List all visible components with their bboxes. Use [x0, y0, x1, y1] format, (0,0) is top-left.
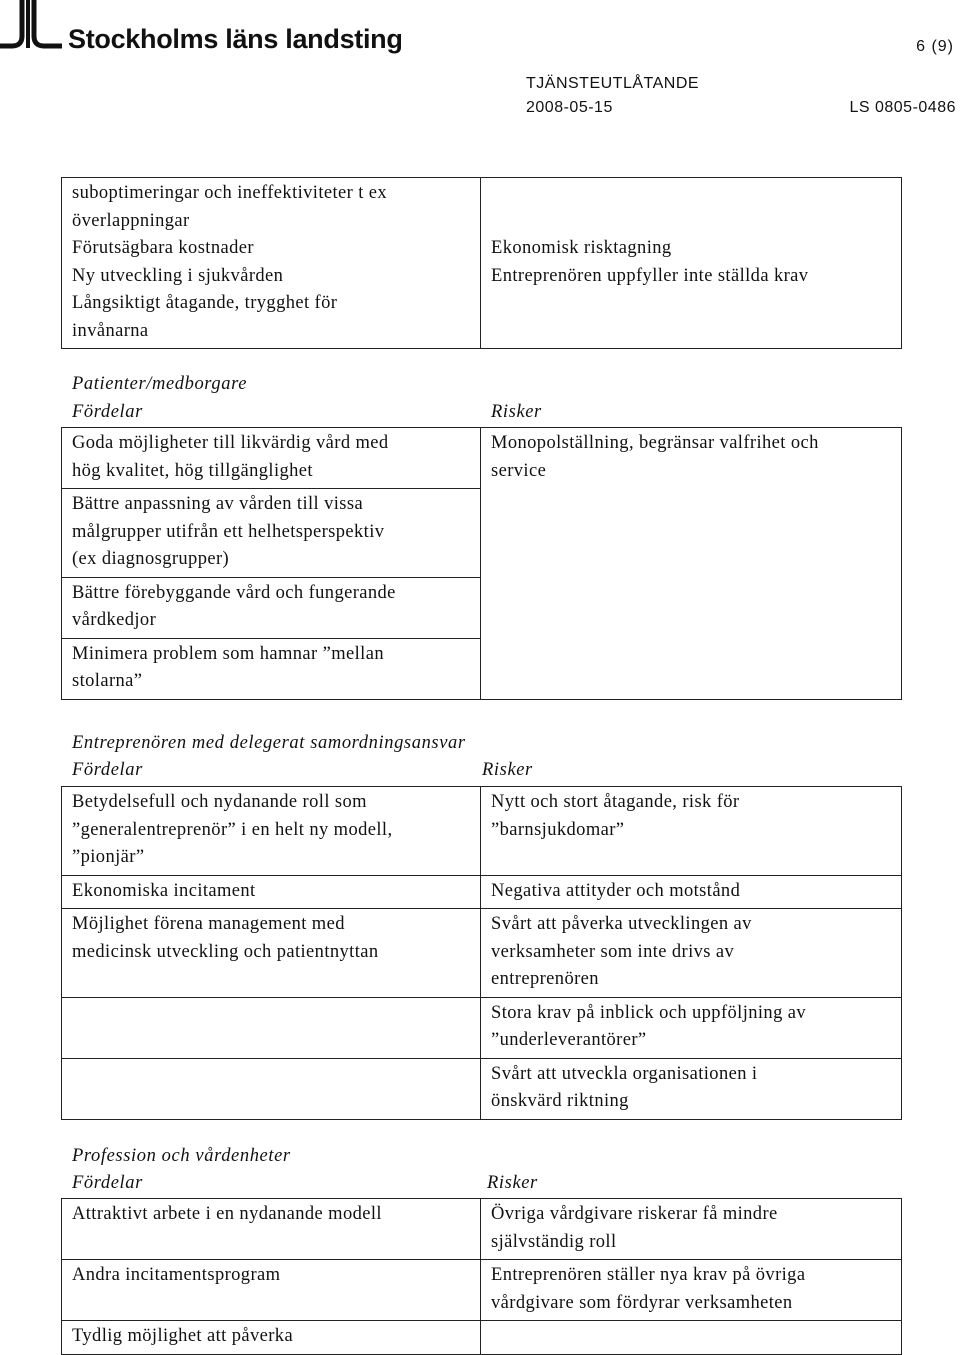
risks-cell	[481, 997, 902, 1058]
advantages-cell	[62, 428, 481, 489]
cell-line: Tydlig möjlighet att påverka	[72, 1326, 294, 1346]
advantages-cell	[62, 909, 481, 998]
risks-cell	[481, 178, 902, 349]
advantages-cell	[62, 787, 481, 876]
table-row	[62, 909, 902, 998]
advantages-cell	[62, 577, 481, 638]
cell-line: överlappningar	[72, 210, 190, 231]
table-row	[62, 1321, 902, 1355]
cell-line: självständig roll	[491, 1231, 617, 1252]
section-title-profession: Profession och vårdenheter	[72, 1146, 291, 1166]
cell-line: Stora krav på inblick och uppföljning av	[491, 1002, 807, 1023]
advantages-cell	[62, 997, 481, 1058]
cell-line: Möjlighet förena management med	[72, 914, 345, 934]
risks-cell	[481, 787, 902, 876]
org-name: Stockholms läns landsting	[68, 24, 403, 54]
cell-line: stolarna”	[72, 671, 143, 691]
risks-cell	[481, 875, 902, 909]
cell-line: Betydelsefull och nydanande roll som	[72, 792, 367, 812]
table-row	[62, 787, 902, 876]
page-number: 6 (9)	[916, 38, 954, 55]
section-title-patienter: Patienter/medborgare	[72, 374, 248, 394]
cell-line: invånarna	[72, 320, 149, 341]
cell-line: önskvärd riktning	[491, 1091, 629, 1111]
cell-line: medicinsk utveckling och patientnyttan	[72, 941, 379, 962]
column-header-fordelar: Fördelar	[72, 760, 143, 780]
cell-line: entreprenören	[491, 969, 599, 989]
cell-line: Goda möjligheter till likvärdig vård med	[72, 433, 389, 453]
cell-line: Negativa attityder och motstånd	[491, 880, 741, 901]
advantages-cell	[62, 1260, 481, 1321]
cell-line: Ny utveckling i sjukvården	[72, 265, 284, 286]
cell-line: hög kvalitet, hög tillgänglighet	[72, 460, 313, 481]
column-header-fordelar: Fördelar	[72, 1173, 143, 1193]
risks-cell	[481, 428, 902, 700]
cell-line: vårdgivare som fördyrar verksamheten	[491, 1292, 793, 1313]
cell-line: ”generalentreprenör” i en helt ny modell,	[72, 819, 393, 840]
cell-line: ”barnsjukdomar”	[491, 819, 625, 840]
cell-line: Andra incitamentsprogram	[72, 1265, 281, 1285]
column-header-risker: Risker	[487, 1173, 538, 1193]
cell-line: vårdkedjor	[72, 610, 157, 630]
column-header-risker: Risker	[482, 760, 533, 780]
org-logo	[0, 0, 440, 60]
risks-cell	[481, 1199, 902, 1260]
advantages-cell	[62, 1058, 481, 1119]
advantages-cell	[62, 1199, 481, 1260]
risks-cell	[481, 1058, 902, 1119]
advantages-cell	[62, 489, 481, 578]
cell-line: Förutsägbara kostnader	[72, 238, 254, 258]
table-row	[62, 1058, 902, 1119]
table-row	[62, 1199, 902, 1260]
cell-line: Svårt att utveckla organisationen i	[491, 1063, 758, 1084]
cell-line: Monopolställning, begränsar valfrihet och	[491, 433, 819, 453]
table-row	[62, 875, 902, 909]
table-row	[62, 997, 902, 1058]
risks-cell	[481, 1260, 902, 1321]
cell-line: Ekonomiska incitament	[72, 880, 256, 901]
patienter-table	[61, 427, 902, 700]
advantages-cell	[62, 178, 481, 349]
document-reference: LS 0805-0486	[849, 99, 956, 116]
entreprenoren-table	[61, 786, 902, 1120]
cell-line: Svårt att påverka utvecklingen av	[491, 914, 752, 934]
document-type: TJÄNSTEUTLÅTANDE	[526, 75, 700, 92]
cell-line: verksamheter som inte drivs av	[491, 941, 735, 962]
cell-line: Minimera problem som hamnar ”mellan	[72, 643, 384, 664]
cell-line: Nytt och stort åtagande, risk för	[491, 792, 740, 812]
risks-cell	[481, 909, 902, 998]
cell-line: service	[491, 460, 547, 481]
cell-line: suboptimeringar och ineffektiviteter t ex	[72, 183, 388, 203]
advantages-cell	[62, 1321, 481, 1355]
table-row	[62, 178, 902, 349]
table-row	[62, 1260, 902, 1321]
column-header-risker: Risker	[491, 402, 542, 422]
continuation-table	[61, 177, 902, 349]
cell-line: ”underleverantörer”	[491, 1030, 647, 1050]
cell-line: Attraktivt arbete i en nydanande modell	[72, 1204, 382, 1224]
section-title-entreprenoren: Entreprenören med delegerat samordningsansvar	[72, 733, 466, 753]
landsting-logo-icon	[0, 0, 64, 50]
cell-line: Bättre anpassning av vården till vissa	[72, 494, 364, 514]
cell-line: (ex diagnosgrupper)	[72, 549, 230, 569]
column-header-fordelar: Fördelar	[72, 402, 143, 422]
cell-line: Entreprenören ställer nya krav på övriga	[491, 1265, 806, 1285]
cell-line: Entreprenören uppfyller inte ställda krav	[491, 265, 809, 286]
cell-line: Bättre förebyggande vård och fungerande	[72, 582, 396, 603]
profession-table	[61, 1198, 902, 1355]
risks-cell	[481, 1321, 902, 1355]
cell-line: Ekonomisk risktagning	[491, 238, 672, 258]
table-row	[62, 428, 902, 489]
cell-line: Övriga vårdgivare riskerar få mindre	[491, 1204, 778, 1224]
cell-line: målgrupper utifrån ett helhetsperspektiv	[72, 521, 385, 542]
advantages-cell	[62, 638, 481, 699]
cell-line: ”pionjär”	[72, 847, 145, 867]
cell-line: Långsiktigt åtagande, trygghet för	[72, 293, 338, 313]
advantages-cell	[62, 875, 481, 909]
document-date: 2008-05-15	[526, 99, 613, 116]
